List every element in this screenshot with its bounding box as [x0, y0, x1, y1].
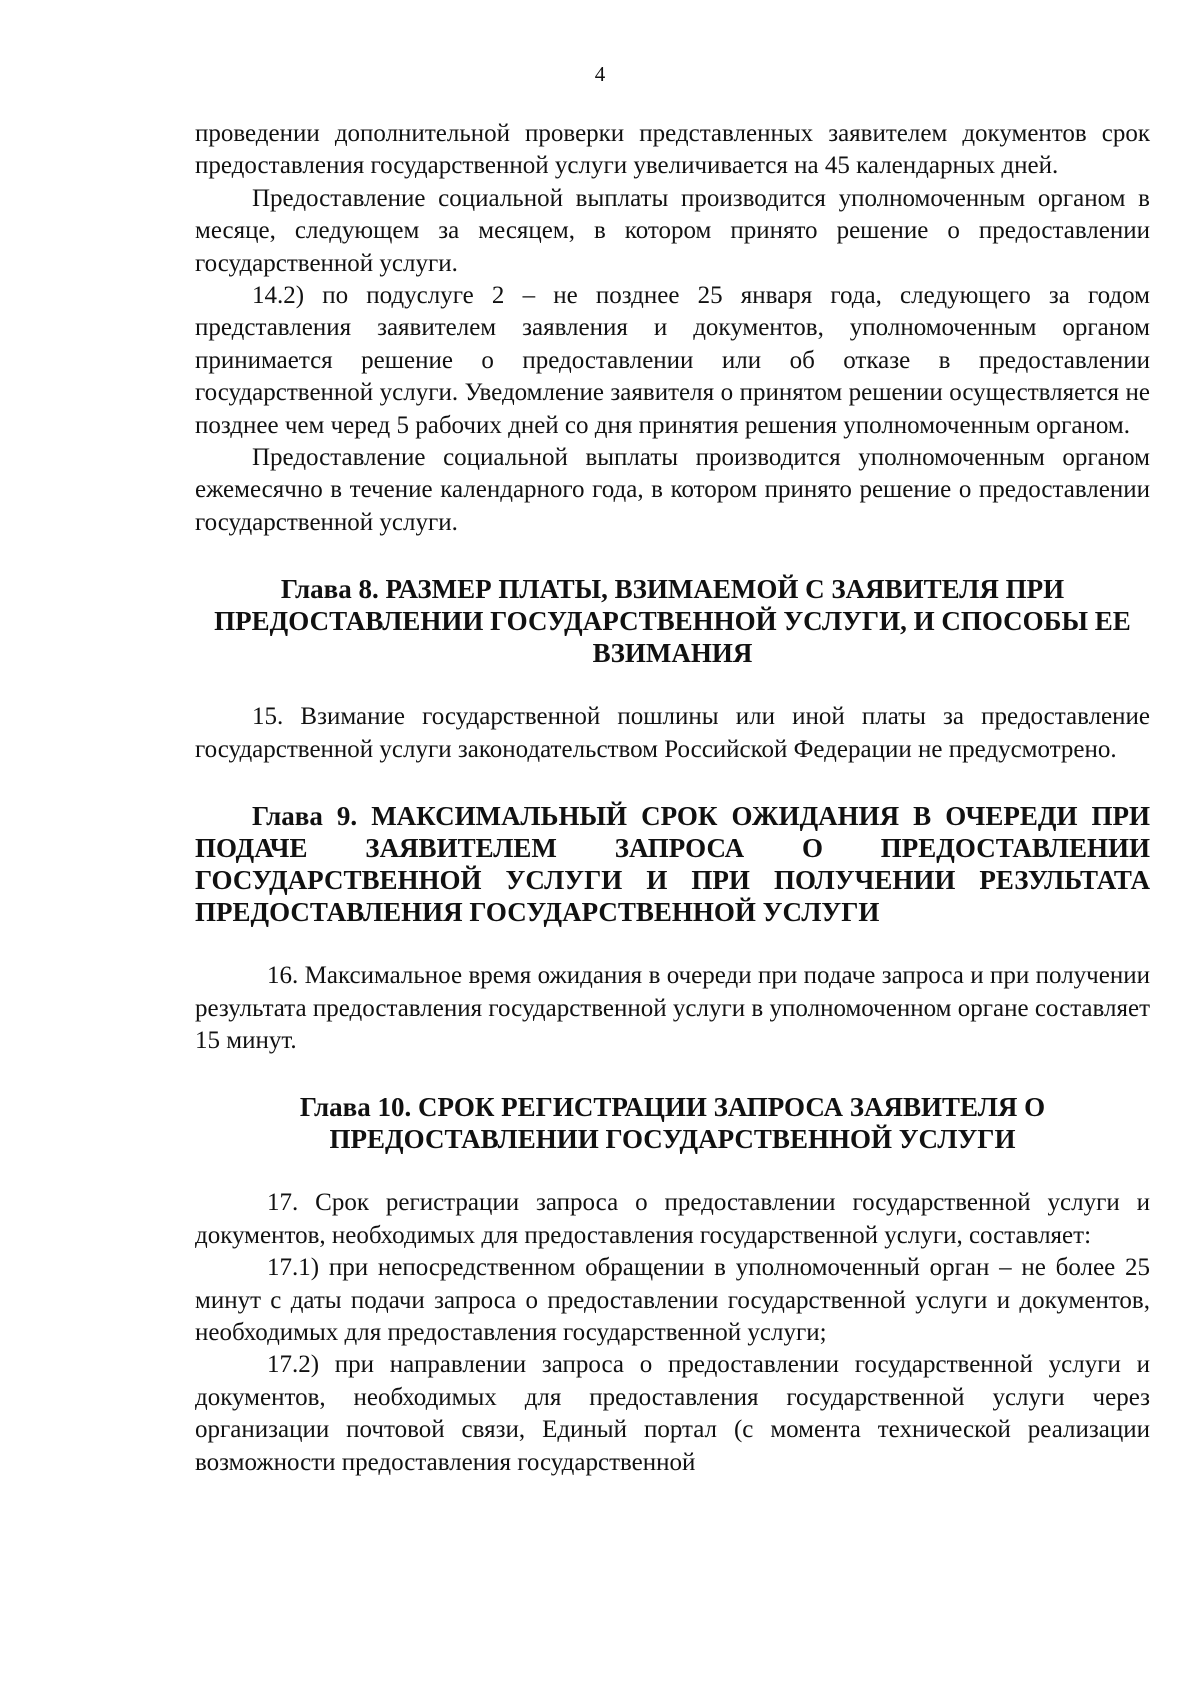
- chapter-10-heading: Глава 10. СРОК РЕГИСТРАЦИИ ЗАПРОСА ЗАЯВИТЕЛЯ О ПРЕДОСТАВЛЕНИИ ГОСУДАРСТВЕННОЙ УСЛУГИ: [299, 1092, 1046, 1155]
- spacer: [195, 766, 1150, 800]
- spacer: [195, 928, 1150, 960]
- spacer: [195, 1155, 1150, 1187]
- paragraph-17: 17. Срок регистрации запроса о предоставлении государственной услуги и документов, необходимых для предоставления государственной услуги, составляет:: [195, 1189, 1150, 1249]
- paragraph-14-2: 14.2) по подуслуге 2 – не позднее 25 января года, следующего за годом представления заявителем заявления и документов, уполномоченным органом принимается решение о предоставлении или об отказе в предоставлении государственной услуги. Уведомление заявителя о принятом решении осуществляется не позднее чем черед 5 рабочих дней со дня принятия решения уполномоченным органом.: [195, 282, 1150, 439]
- paragraph-15: 15. Взимание государственной пошлины или иной платы за предоставление государственной услуги законодательством Российской Федерации не предусмотрено.: [195, 703, 1150, 763]
- paragraph-payment-timing-2: Предоставление социальной выплаты производится уполномоченным органом ежемесячно в течение календарного года, в котором принято решение о предоставлении государственной услуги.: [195, 444, 1150, 536]
- spacer: [195, 1057, 1150, 1091]
- spacer: [195, 539, 1150, 573]
- document-body: [195, 118, 1150, 1479]
- chapter-8-heading: Глава 8. РАЗМЕР ПЛАТЫ, ВЗИМАЕМОЙ С ЗАЯВИТЕЛЯ ПРИ ПРЕДОСТАВЛЕНИИ ГОСУДАРСТВЕННОЙ УСЛУГИ, И СПОСОБЫ ЕЕ ВЗИМАНИЯ: [214, 574, 1131, 669]
- paragraph-continued: проведении дополнительной проверки представленных заявителем документов срок предоставления государственной услуги увеличивается на 45 календарных дней.: [195, 120, 1150, 180]
- paragraph-16: 16. Максимальное время ожидания в очереди при подаче запроса и при получении результата предоставления государственной услуги в уполномоченном органе составляет 15 минут.: [195, 962, 1150, 1054]
- paragraph-17-1: 17.1) при непосредственном обращении в уполномоченный орган – не более 25 минут с даты подачи запроса о предоставлении государственной услуги и документов, необходимых для предоставления государственной услуги;: [195, 1254, 1150, 1346]
- spacer: [195, 669, 1150, 701]
- page-number: 4: [594, 62, 606, 86]
- paragraph-payment-timing-1: Предоставление социальной выплаты производится уполномоченным органом в месяце, следующем за месяцем, в котором принято решение о предоставлении государственной услуги.: [195, 184, 1150, 277]
- chapter-9-heading: Глава 9. МАКСИМАЛЬНЫЙ СРОК ОЖИДАНИЯ В ОЧЕРЕДИ ПРИ ПОДАЧЕ ЗАЯВИТЕЛЕМ ЗАПРОСА О ПРЕДОСТАВЛЕНИИ ГОСУДАРСТВЕННОЙ УСЛУГИ И ПРИ ПОЛУЧЕНИИ РЕЗУЛЬТАТА ПРЕДОСТАВЛЕНИЯ ГОСУДАРСТВЕННОЙ УСЛУГИ: [195, 801, 1150, 928]
- paragraph-17-2: 17.2) при направлении запроса о предоставлении государственной услуги и документов, необходимых для предоставления государственной услуги через организации почтовой связи, Единый портал (с момента технической реализации возможности предоставления государственной: [195, 1351, 1150, 1476]
